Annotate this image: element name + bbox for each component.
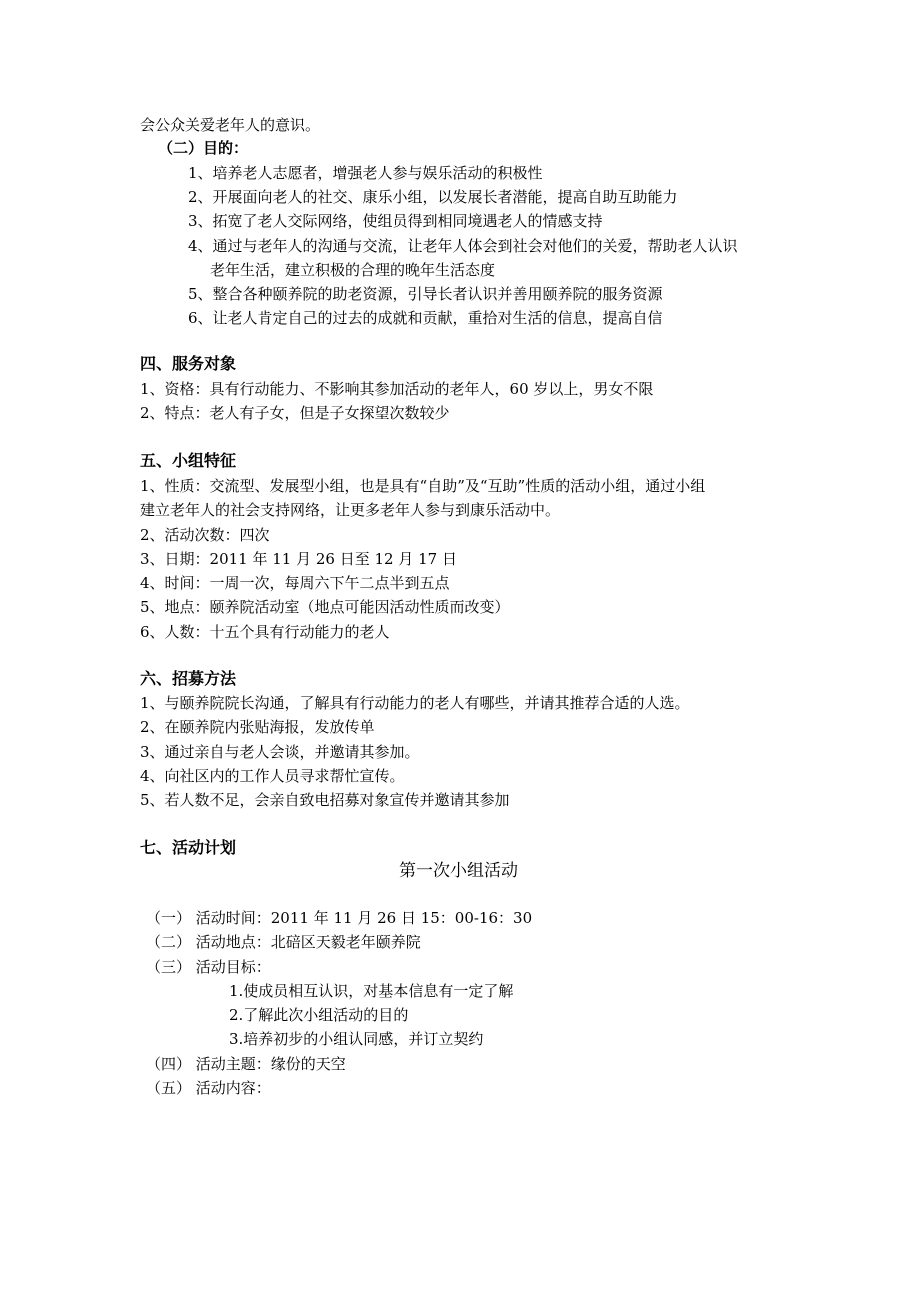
purpose-item-4-cont: 老年生活，建立积极的合理的晚年生活态度 xyxy=(210,261,496,279)
section-6-item-5: 5、若人数不足，会亲自致电招募对象宣传并邀请其参加 xyxy=(140,791,510,809)
section-4-item-2: 2、特点：老人有子女，但是子女探望次数较少 xyxy=(140,404,450,422)
section-4-item-1: 1、资格：具有行动能力、不影响其参加活动的老年人，60 岁以上，男女不限 xyxy=(140,380,654,398)
activity-goal-3: 3.培养初步的小组认同感，并订立契约 xyxy=(229,1030,484,1048)
activity-theme: （四） 活动主题：缘份的天空 xyxy=(146,1055,346,1073)
section-6-heading: 六、招募方法 xyxy=(140,669,237,688)
purpose-item-1: 1、培养老人志愿者，增强老人参与娱乐活动的积极性 xyxy=(188,164,543,182)
section-5-item-1-cont: 建立老年人的社会支持网络，让更多老年人参与到康乐活动中。 xyxy=(140,501,561,519)
purpose-item-3: 3、拓宽了老人交际网络，使组员得到相同境遇老人的情感支持 xyxy=(188,212,603,230)
section-4-heading: 四、服务对象 xyxy=(140,354,237,373)
section-6-item-3: 3、通过亲自与老人会谈，并邀请其参加。 xyxy=(140,743,420,761)
activity-content-label: （五） 活动内容： xyxy=(146,1079,271,1097)
activity-time: （一） 活动时间：2011 年 11 月 26 日 15：00-16：30 xyxy=(146,909,533,927)
section-5-item-3: 3、日期：2011 年 11 月 26 日至 12 月 17 日 xyxy=(140,550,457,568)
section-6-item-2: 2、在颐养院内张贴海报，发放传单 xyxy=(140,718,375,736)
section-6-item-4: 4、向社区内的工作人员寻求帮忙宣传。 xyxy=(140,767,405,785)
section-7-heading: 七、活动计划 xyxy=(140,838,237,857)
section-6-item-1: 1、与颐养院院长沟通，了解具有行动能力的老人有哪些，并请其推荐合适的人选。 xyxy=(140,694,690,712)
purpose-item-5: 5、整合各种颐养院的助老资源，引导长者认识并善用颐养院的服务资源 xyxy=(188,285,663,303)
section-5-heading: 五、小组特征 xyxy=(140,451,237,470)
section-5-item-4: 4、时间：一周一次，每周六下午二点半到五点 xyxy=(140,574,450,592)
purpose-item-2: 2、开展面向老人的社交、康乐小组，以发展长者潜能，提高自助互助能力 xyxy=(188,188,678,206)
activity-goals-label: （三） 活动目标： xyxy=(146,958,271,976)
section-5-item-1: 1、性质：交流型、发展型小组，也是具有“自助”及“互助”性质的活动小组，通过小组 xyxy=(140,477,706,495)
activity-title: 第一次小组活动 xyxy=(399,861,518,881)
purpose-item-4: 4、通过与老年人的沟通与交流，让老年人体会到社会对他们的关爱，帮助老人认识 xyxy=(188,237,738,255)
intro-tail-text: 会公众关爱老年人的意识。 xyxy=(140,116,321,134)
section-5-item-2: 2、活动次数：四次 xyxy=(140,526,270,544)
purpose-heading: （二）目的： xyxy=(158,139,249,157)
purpose-item-6: 6、让老人肯定自己的过去的成就和贡献，重拾对生活的信息，提高自信 xyxy=(188,309,663,327)
activity-goal-2: 2.了解此次小组活动的目的 xyxy=(229,1006,409,1024)
section-5-item-6: 6、人数：十五个具有行动能力的老人 xyxy=(140,623,390,641)
activity-goal-1: 1.使成员相互认识，对基本信息有一定了解 xyxy=(229,982,514,1000)
section-5-item-5: 5、地点：颐养院活动室（地点可能因活动性质而改变） xyxy=(140,598,510,616)
activity-location: （二） 活动地点：北碚区天毅老年颐养院 xyxy=(146,933,421,951)
